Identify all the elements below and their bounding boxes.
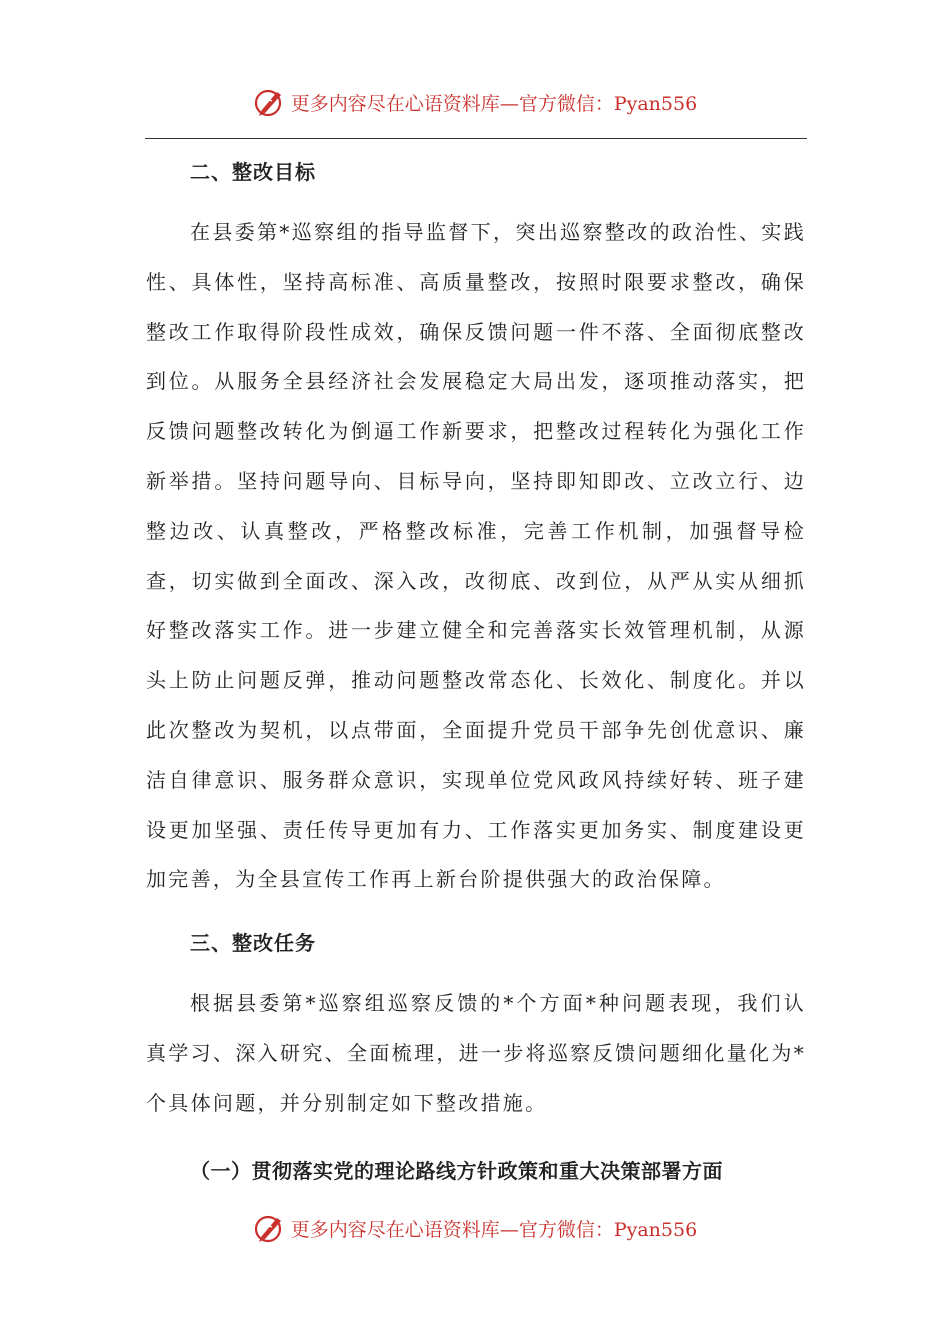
footer-watermark-banner bbox=[0, 1208, 950, 1248]
pen-logo-icon bbox=[253, 86, 285, 118]
document-body bbox=[146, 150, 806, 1191]
banner-wechat-label: 官方微信： bbox=[518, 1218, 614, 1241]
banner-wechat-label: 官方微信： bbox=[518, 92, 614, 115]
banner-text bbox=[291, 1215, 697, 1242]
subheading-theory-policy: （一）贯彻落实党的理论路线方针政策和重大决策部署方面 bbox=[190, 1158, 723, 1183]
goals-paragraph: 在县委第*巡察组的指导监督下，突出巡察整改的政治性、实践性、具体性，坚持高标准、高质量整改，按照时限要求整改，确保整改工作取得阶段性成效，确保反馈问题一件不落、全面彻底整改到位。从服务全县经济社会发展稳定大局出发，逐项推动落实，把反馈问题整改转化为倒逼工作新要求，把整改过程转化为强化工作新举措。坚持问题导向、目标导向，坚持即知即改、立改立行、边整边改、认真整改，严格整改标准，完善工作机制，加强督导检查，切实做到全面改、深入改，改彻底、改到位，从严从实从细抓好整改落实工作。进一步建立健全和完善落实长效管理机制，从源头上防止问题反弹，推动问题整改常态化、长效化、制度化。并以此次整改为契机，以点带面，全面提升党员干部争先创优意识、廉洁自律意识、服务群众意识，实现单位党风政风持续好转、班子建设更加坚强、责任传导更加有力、工作落实更加务实、制度建设更加完善，为全县宣传工作再上新台阶提供强大的政治保障。 bbox=[146, 220, 806, 892]
pen-logo-icon bbox=[253, 1212, 285, 1244]
banner-main-text: 更多内容尽在心语资料库 bbox=[290, 92, 500, 115]
banner-wechat-id: Pyan556 bbox=[613, 1218, 698, 1241]
banner-separator: — bbox=[499, 1218, 519, 1241]
banner-text bbox=[291, 89, 697, 116]
header-divider bbox=[145, 138, 807, 139]
banner-wechat-id: Pyan556 bbox=[613, 92, 698, 115]
banner-main-text: 更多内容尽在心语资料库 bbox=[290, 1218, 500, 1241]
section-heading-tasks: 三、整改任务 bbox=[190, 931, 316, 956]
header-watermark-banner bbox=[0, 82, 950, 122]
banner-separator: — bbox=[499, 92, 519, 115]
section-heading-goals: 二、整改目标 bbox=[190, 160, 316, 184]
tasks-paragraph: 根据县委第*巡察组巡察反馈的*个方面*种问题表现，我们认真学习、深入研究、全面梳理，进一步将巡察反馈问题细化量化为*个具体问题，并分别制定如下整改措施。 bbox=[146, 991, 806, 1115]
